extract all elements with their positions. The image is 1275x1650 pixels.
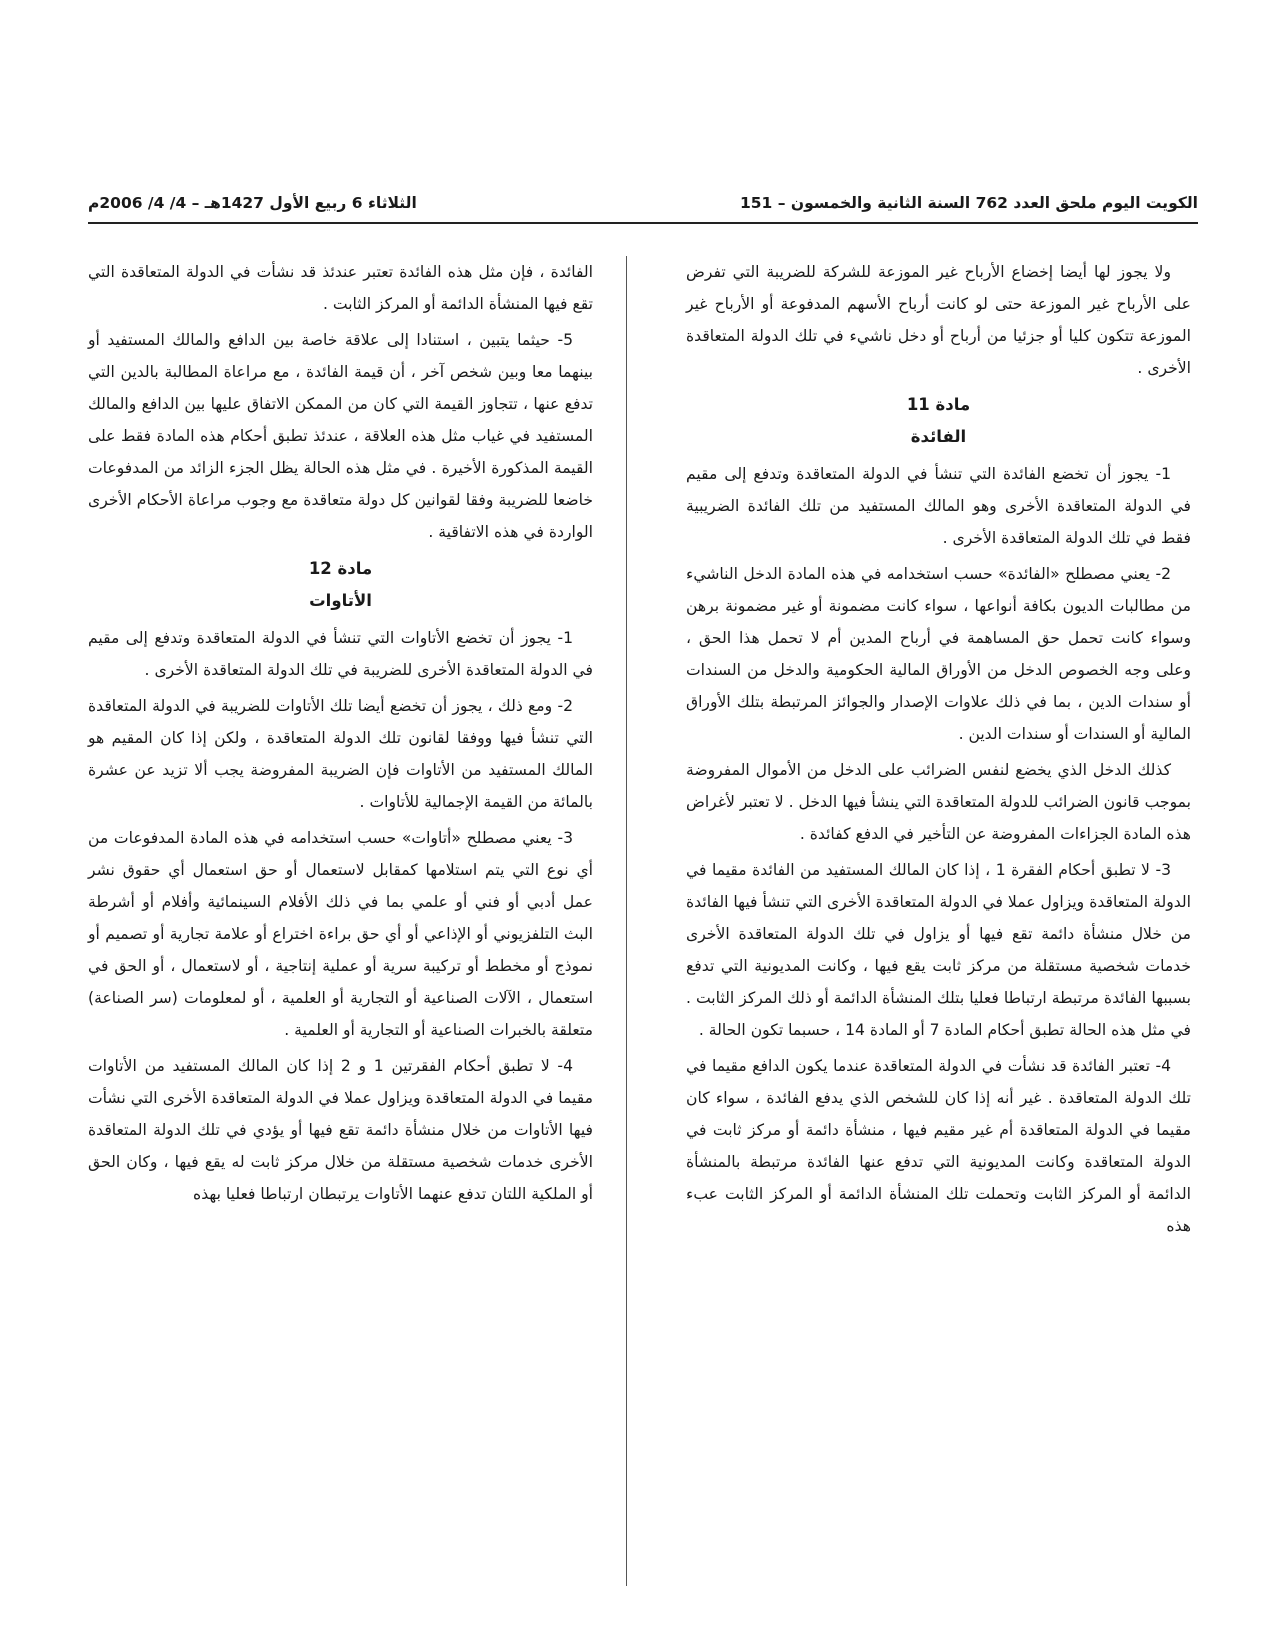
header-rule [88, 222, 1198, 224]
paragraph: 2- ومع ذلك ، يجوز أن تخضع أيضا تلك الأتاوات للضريبة في الدولة المتعاقدة التي تنشأ فيها ووفقا لقانون تلك الدولة المتعاقدة ، ولكن إذا كان المقيم هو المالك المستفيد من الأتاوات فإن الضريبة المفروضة يجب ألا تزيد عن عشرة بالمائة من القيمة الإجمالية للأتاوات . [88, 697, 593, 811]
right-column [686, 256, 1191, 1246]
paragraph: 4- تعتبر الفائدة قد نشأت في الدولة المتعاقدة عندما يكون الدافع مقيما في تلك الدولة المتعاقدة . غير أنه إذا كان للشخص الذي يدفع الفائدة ، سواء كان مقيما في الدولة المتعاقدة أم غير مقيم فيها ، منشأة دائمة أو مركز ثابت في الدولة المتعاقدة وكانت المديونية التي تدفع عنها الفائدة مرتبطة بالمنشأة الدائمة أو المركز الثابت وتحملت تلك المنشأة الدائمة أو المركز الثابت عبء هذه [686, 1057, 1191, 1235]
page-header [88, 186, 1198, 226]
paragraph: 3- لا تطبق أحكام الفقرة 1 ، إذا كان المالك المستفيد من الفائدة مقيما في الدولة المتعاقدة ويزاول عملا في الدولة المتعاقدة الأخرى التي تنشأ فيها الفائدة من خلال منشأة دائمة تقع فيها أو يزاول في تلك الدولة المتعاقدة الأخرى خدمات شخصية مستقلة من مركز ثابت يقع فيها ، وكانت المديونية التي تدفع بسببها الفائدة مرتبطة ارتباطا فعليا بتلك المنشأة الدائمة أو ذلك المركز الثابت . في مثل هذه الحالة تطبق أحكام المادة 7 أو المادة 14 ، حسبما تكون الحالة . [686, 861, 1191, 1039]
paragraph: الفائدة ، فإن مثل هذه الفائدة تعتبر عندئذ قد نشأت في الدولة المتعاقدة التي تقع فيها المنشأة الدائمة أو المركز الثابت . [88, 263, 593, 313]
paragraph: 5- حيثما يتبين ، استنادا إلى علاقة خاصة بين الدافع والمالك المستفيد أو بينهما معا وبين شخص آخر ، أن قيمة الفائدة ، مع مراعاة المطالبة بالدين التي تدفع عنها ، تتجاوز القيمة التي كان من الممكن الاتفاق عليها بين الدافع والمالك المستفيد في غياب مثل هذه العلاقة ، عندئذ تطبق أحكام هذه المادة فقط على القيمة المذكورة الأخيرة . في مثل هذه الحالة يظل الجزء الزائد من المدفوعات خاضعا للضريبة وفقا لقوانين كل دولة متعاقدة مع وجوب مراعاة الأحكام الأخرى الواردة في هذه الاتفاقية . [88, 331, 593, 541]
article-subtitle: الفائدة [910, 427, 967, 446]
article-title: مادة 12 [308, 559, 373, 578]
paragraph: 1- يجوز أن تخضع الأتاوات التي تنشأ في الدولة المتعاقدة وتدفع إلى مقيم في الدولة المتعاقدة الأخرى للضريبة في تلك الدولة المتعاقدة الأخرى . [88, 629, 593, 679]
paragraph: 2- يعني مصطلح «الفائدة» حسب استخدامه في هذه المادة الدخل الناشيء من مطالبات الديون بكافة أنواعها ، سواء كانت مضمونة أو غير مضمونة برهن وسواء كانت تحمل حق المساهمة في أرباح المدين أم لا تحمل هذا الحق ، وعلى وجه الخصوص الدخل من الأوراق المالية الحكومية والدخل من السندات أو سندات الدين ، بما في ذلك علاوات الإصدار والجوائز المرتبطة بتلك الأوراق المالية أو السندات أو سندات الدين . [686, 565, 1191, 743]
header-date: الثلاثاء 6 ربيع الأول 1427هـ – 4/ 4/ 2006م [88, 194, 417, 212]
paragraph: 3- يعني مصطلح «أتاوات» حسب استخدامه في هذه المادة المدفوعات من أي نوع التي يتم استلامها كمقابل لاستعمال أو حق استعمال أي حقوق نشر عمل أدبي أو فني أو علمي بما في ذلك الأفلام السينمائية وأفلام أو أشرطة البث التلفزيوني أو الإذاعي أو أي حق براءة اختراع أو علامة تجارية أو تصميم أو نموذج أو مخطط أو تركيبة سرية أو عملية إنتاجية ، أو لاستعمال ، أو الحق في استعمال ، الآلات الصناعية أو التجارية أو العلمية ، أو لمعلومات (سر الصناعة) متعلقة بالخبرات الصناعية أو التجارية أو العلمية . [88, 829, 593, 1039]
article-subtitle: الأتاوات [309, 591, 372, 610]
left-column [88, 256, 593, 1214]
article-title: مادة 11 [906, 395, 971, 414]
column-divider [626, 256, 627, 1586]
paragraph: 4- لا تطبق أحكام الفقرتين 1 و 2 إذا كان المالك المستفيد من الأتاوات مقيما في الدولة المتعاقدة ويزاول عملا في الدولة المتعاقدة الأخرى التي نشأت فيها الأتاوات من خلال منشأة دائمة تقع فيها أو يؤدي في تلك الدولة المتعاقدة الأخرى خدمات شخصية مستقلة من خلال مركز ثابت له يقع فيها ، وكان الحق أو الملكية اللتان تدفع عنهما الأتاوات يرتبطان ارتباطا فعليا بهذه [88, 1057, 593, 1203]
paragraph: ولا يجوز لها أيضا إخضاع الأرباح غير الموزعة للشركة للضريبة التي تفرض على الأرباح غير الموزعة حتى لو كانت أرباح الأسهم المدفوعة أو الأرباح غير الموزعة تتكون كليا أو جزئيا من أرباح أو دخل ناشيء في تلك الدولة المتعاقدة الأخرى . [686, 263, 1191, 377]
header-publication-info: الكويت اليوم ملحق العدد 762 السنة الثانية والخمسون – 151 [739, 194, 1198, 212]
paragraph: كذلك الدخل الذي يخضع لنفس الضرائب على الدخل من الأموال المفروضة بموجب قانون الضرائب للدولة المتعاقدة التي ينشأ فيها الدخل . لا تعتبر لأغراض هذه المادة الجزاءات المفروضة عن التأخير في الدفع كفائدة . [686, 761, 1191, 843]
paragraph: 1- يجوز أن تخضع الفائدة التي تنشأ في الدولة المتعاقدة وتدفع إلى مقيم في الدولة المتعاقدة الأخرى وهو المالك المستفيد من تلك الفائدة الضريبية فقط في تلك الدولة المتعاقدة الأخرى . [686, 465, 1191, 547]
